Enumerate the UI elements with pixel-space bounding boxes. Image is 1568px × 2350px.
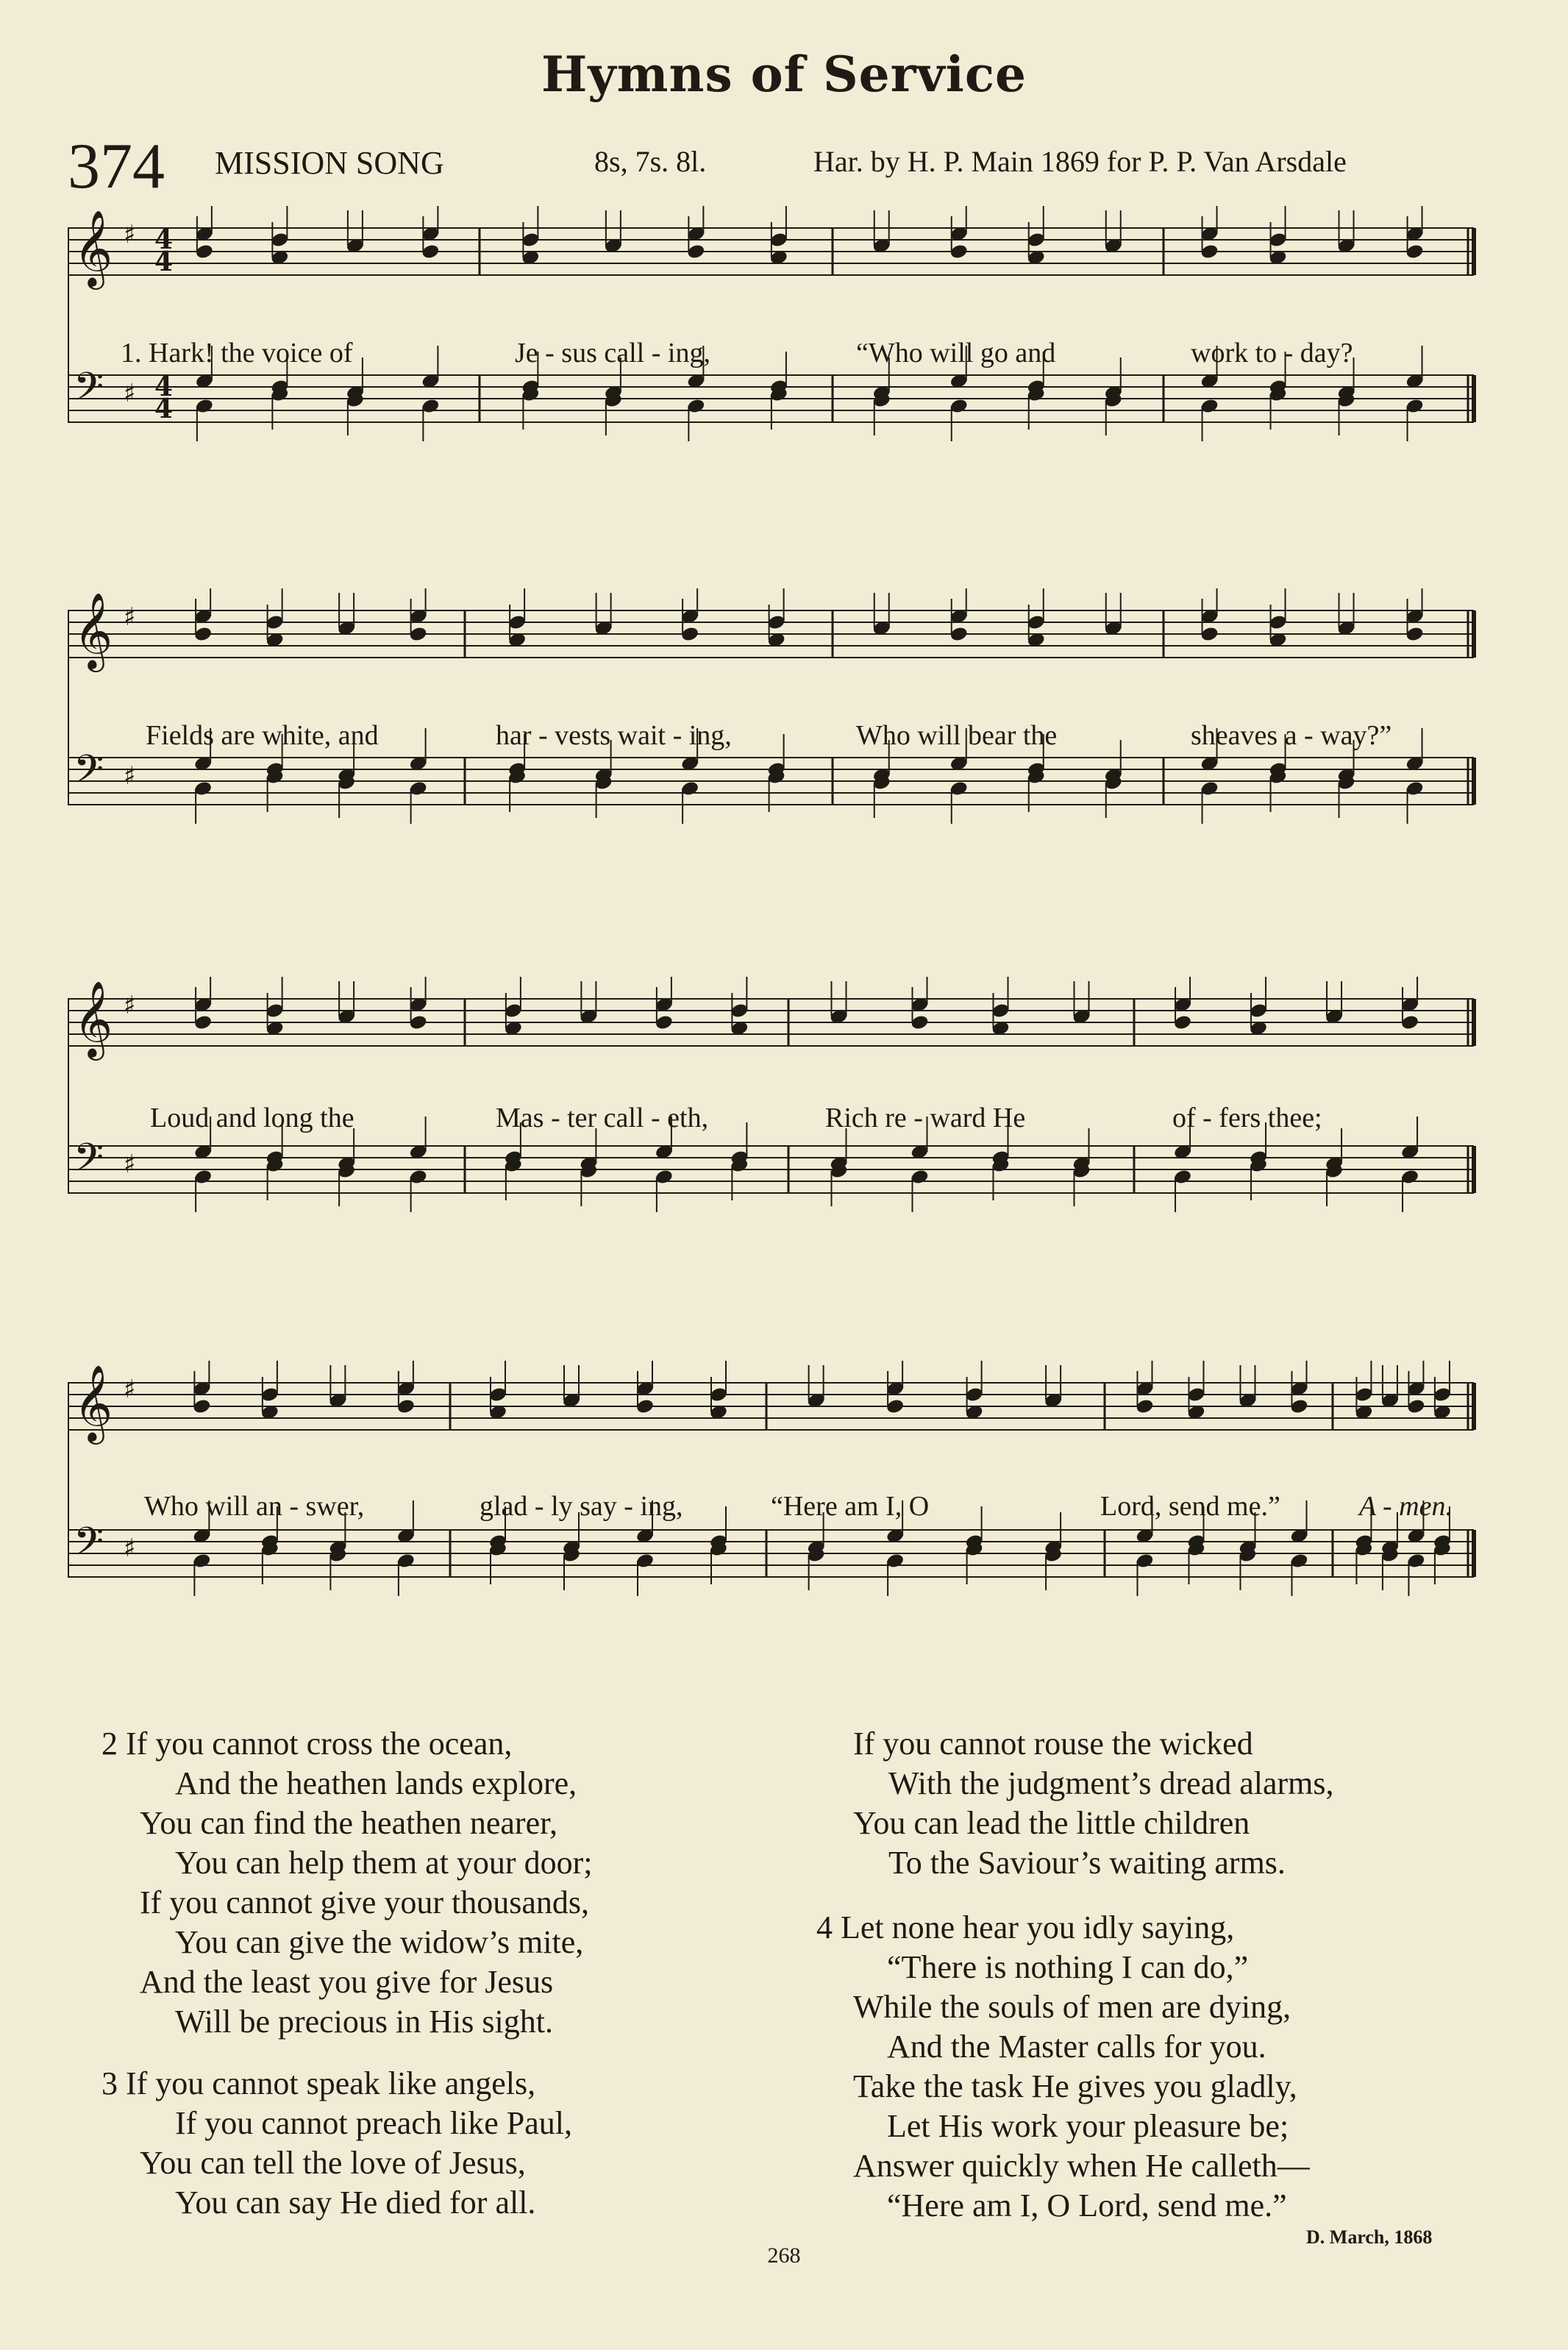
verse-line: If you cannot preach like Paul, xyxy=(175,2105,573,2141)
treble-clef-icon: 𝄞 xyxy=(74,980,113,1058)
bass-clef-icon: 𝄢 xyxy=(74,1520,104,1574)
sharp-icon: ♯ xyxy=(124,1375,136,1404)
lyric-segment: Rich re - ward He xyxy=(825,1103,1026,1133)
additional-verses xyxy=(0,1725,1568,2223)
bass-clef-icon: 𝄢 xyxy=(74,1136,104,1190)
verse-line: You can find the heathen nearer, xyxy=(140,1805,558,1841)
verse-line: If you cannot rouse the wicked xyxy=(853,1726,1253,1762)
verse-line: 3 If you cannot speak like angels, xyxy=(101,2065,536,2101)
time-signature: 4 xyxy=(154,394,174,424)
harmony-credit: Har. by H. P. Main 1869 for P. P. Van Arsdale xyxy=(813,145,1347,178)
verse-line: “There is nothing I can do,” xyxy=(887,1949,1249,1985)
verse-line: You can tell the love of Jesus, xyxy=(140,2145,526,2181)
lyric-segment: glad - ly say - ing, xyxy=(480,1491,683,1522)
verse-line: Will be precious in His sight. xyxy=(175,2004,553,2040)
verse-line: “Here am I, O Lord, send me.” xyxy=(887,2187,1287,2223)
page-title: Hymns of Service xyxy=(541,46,1027,103)
lyric-segment: Who will an - swer, xyxy=(144,1491,365,1522)
treble-clef-icon: 𝄞 xyxy=(74,210,113,287)
treble-staff xyxy=(68,1364,1474,1445)
verse-line: To the Saviour’s waiting arms. xyxy=(888,1845,1286,1881)
lyric-segment-amen: A - men. xyxy=(1359,1491,1453,1522)
sharp-icon: ♯ xyxy=(124,602,136,632)
tune-name: MISSION SONG xyxy=(215,145,444,181)
music-staff-notation xyxy=(68,977,1480,1293)
lyric-segment: Lord, send me.” xyxy=(1100,1491,1280,1522)
sharp-icon: ♯ xyxy=(124,1150,136,1179)
lyric-segment: har - vests wait - ing, xyxy=(496,720,732,751)
lyric-segment: Mas - ter call - eth, xyxy=(496,1103,709,1133)
verse-line: And the least you give for Jesus xyxy=(140,1964,554,2000)
music-system-2 xyxy=(68,588,1480,905)
lyric-segment: Fields are white, and xyxy=(146,720,379,751)
verse-line: Let His work your pleasure be; xyxy=(887,2108,1289,2144)
hymn-number: 374 xyxy=(68,131,165,202)
treble-clef-icon: 𝄞 xyxy=(74,1364,113,1442)
lyric-segment: work to - day? xyxy=(1191,338,1353,368)
bass-staff xyxy=(68,1520,1474,1577)
lyric-segment: “Here am I, O xyxy=(771,1491,930,1522)
bass-clef-icon: 𝄢 xyxy=(74,747,104,802)
time-signature: 4 xyxy=(154,246,174,277)
music-system-3 xyxy=(68,977,1480,1293)
verse-line: And the Master calls for you. xyxy=(887,2029,1266,2065)
lyric-segment: Loud and long the xyxy=(150,1103,354,1133)
verse-line: You can lead the little children xyxy=(853,1805,1250,1841)
verse-line: Take the task He gives you gladly, xyxy=(853,2068,1297,2104)
lyric-segment: Who will bear the xyxy=(856,720,1058,751)
hymn-header xyxy=(68,129,1509,202)
time-signature: 4 xyxy=(154,371,174,402)
verse-line: You can say He died for all. xyxy=(175,2185,536,2221)
music-system-4 xyxy=(68,1361,1480,1677)
verse-line: Answer quickly when He calleth— xyxy=(853,2148,1310,2184)
verse-line: You can give the widow’s mite, xyxy=(175,1924,584,1960)
time-signature: 4 xyxy=(154,224,174,255)
sharp-icon: ♯ xyxy=(124,761,136,791)
lyric-segment: “Who will go and xyxy=(856,338,1056,368)
music-system-1 xyxy=(68,206,1480,522)
verse-line: 2 If you cannot cross the ocean, xyxy=(101,1726,513,1762)
meter: 8s, 7s. 8l. xyxy=(594,145,707,178)
verse-line: While the souls of men are dying, xyxy=(853,1989,1291,2025)
verse-line: If you cannot give your thousands, xyxy=(140,1884,589,1920)
lyric-segment: 1. Hark! the voice of xyxy=(121,338,353,368)
sharp-icon: ♯ xyxy=(124,220,136,249)
treble-clef-icon: 𝄞 xyxy=(74,592,113,669)
sharp-icon: ♯ xyxy=(124,379,136,408)
text-author: D. March, 1868 xyxy=(1306,2226,1433,2248)
treble-staff xyxy=(68,592,1474,672)
lyric-segment: Je - sus call - ing, xyxy=(515,338,710,368)
sharp-icon: ♯ xyxy=(124,1534,136,1563)
treble-staff xyxy=(68,980,1474,1061)
page-number: 268 xyxy=(767,2243,801,2268)
sharp-icon: ♯ xyxy=(124,991,136,1020)
verse-line: With the judgment’s dread alarms, xyxy=(888,1765,1334,1801)
verse-line: And the heathen lands explore, xyxy=(175,1765,577,1801)
lyric-segment: sheaves a - way?” xyxy=(1191,720,1392,751)
verse-line: 4 Let none hear you idly saying, xyxy=(816,1909,1235,1945)
bass-clef-icon: 𝄢 xyxy=(74,365,104,419)
lyric-segment: of - fers thee; xyxy=(1172,1103,1322,1133)
verse-line: You can help them at your door; xyxy=(175,1845,593,1881)
